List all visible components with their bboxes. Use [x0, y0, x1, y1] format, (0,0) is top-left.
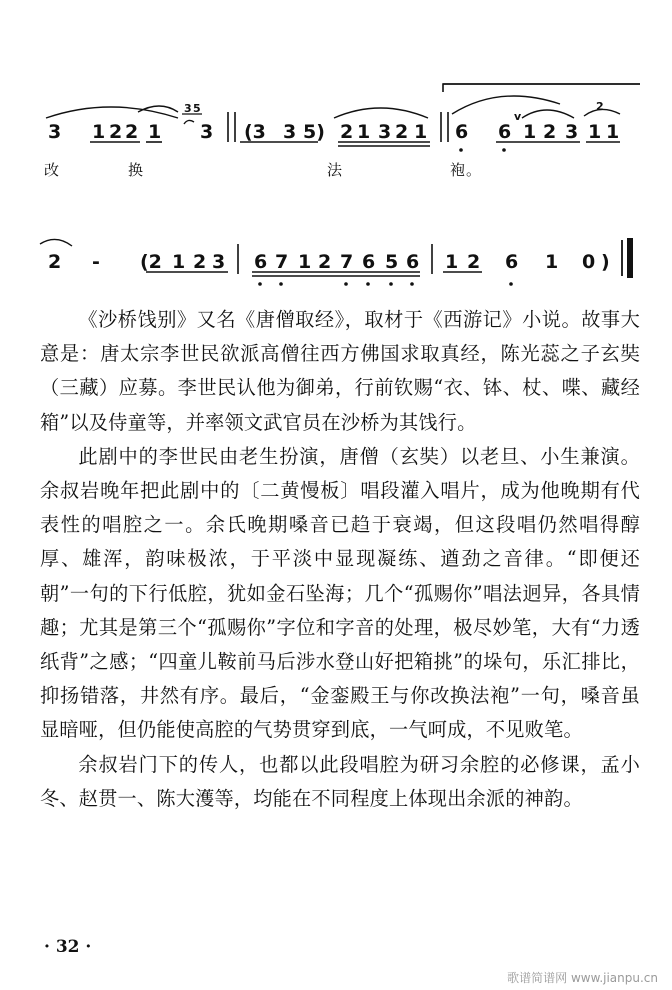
note: 3: [283, 121, 297, 143]
lyric: 改: [44, 161, 60, 179]
note: 1: [545, 251, 559, 273]
lyric: 换: [128, 161, 144, 179]
system-bracket: [443, 84, 640, 92]
note: 1: [148, 121, 162, 143]
note: 5): [303, 121, 325, 143]
note: 1: [172, 251, 186, 273]
final-barline: [622, 238, 633, 278]
note: 2: [48, 251, 62, 273]
note: 2: [193, 251, 207, 273]
octave-dots: [459, 148, 506, 152]
note: ): [601, 251, 610, 273]
note: 6: [498, 121, 512, 143]
lyric: 袍: [450, 161, 466, 179]
note: 1: [92, 121, 106, 143]
note: 6: [505, 251, 519, 273]
note: 3: [565, 121, 579, 143]
note: 1: [298, 251, 312, 273]
note: -: [92, 251, 100, 273]
note: 1: [606, 121, 620, 143]
note: 3: [48, 121, 62, 143]
note: 7: [340, 251, 354, 273]
paragraph: 余叔岩门下的传人，也都以此段唱腔为研习余腔的必修课，孟小冬、赵贯一、陈大濩等，均能在不同程度上体现出余派的神韵。: [40, 752, 640, 810]
score-svg: [0, 0, 672, 290]
paragraph: 《沙桥饯别》又名《唐僧取经》，取材于《西游记》小说。故事大意是：唐太宗李世民欲派高僧往西方佛国求取真经，陈光蕊之子玄奘（三藏）应募。李世民认他为御弟，行前钦赐“衣、钵、杖、喋、藏经箱”以及侍童等，并率领文武官员在沙桥为其饯行。: [40, 308, 640, 434]
note: 6: [455, 121, 469, 143]
note: 1: [414, 121, 428, 143]
note: 1: [445, 251, 459, 273]
note: 3: [200, 121, 214, 143]
score-row-1: [44, 84, 640, 179]
score-row-2: [40, 238, 633, 286]
note: 1: [357, 121, 371, 143]
note: 6: [254, 251, 268, 273]
note: 2: [318, 251, 332, 273]
note: 7: [275, 251, 289, 273]
note: (2: [140, 251, 162, 273]
slurs: [46, 96, 620, 124]
octave-dots: [258, 282, 513, 286]
commentary-text: [40, 303, 640, 816]
note: 2: [467, 251, 481, 273]
note: (3: [244, 121, 266, 143]
jianpu-score: [0, 0, 672, 290]
note: 2: [125, 121, 139, 143]
note: 2: [109, 121, 123, 143]
breath-mark: v: [514, 110, 522, 123]
note: 2: [395, 121, 409, 143]
grace-note: 5: [193, 102, 201, 115]
note: 0: [582, 251, 596, 273]
beams: [90, 114, 620, 146]
paragraph: 此剧中的李世民由老生扮演，唐僧（玄奘）以老旦、小生兼演。余叔岩晚年把此剧中的〔二黄慢板〕唱段灌入唱片，成为他晚期有代表性的唱腔之一。余氏晚期嗓音已趋于衰竭，但这段唱仍然唱得醇厚、雄浑，韵味极浓，于平淡中显现凝练、遒劲之音律。“即便还朝”一句的下行低腔，犹如金石坠海；几个“孤赐你”唱法迥异，各具情趣；尤其是第三个“孤赐你”字位和字音的处理，极尽妙笔，大有“力透纸背”之感；“四童儿鞍前马后涉水登山好把箱挑”的垛句，乐汇排比，抑扬错落，井然有序。最后，“金銮殿王与你改换法袍”一句，嗓音虽显暗哑，但仍能使高腔的气势贯穿到底，一气呵成，不见败笔。: [40, 444, 640, 742]
note: 6: [362, 251, 376, 273]
lyric: 法: [327, 161, 343, 179]
note: 3: [378, 121, 392, 143]
note: 5: [385, 251, 399, 273]
note: 2: [340, 121, 354, 143]
note: 3: [212, 251, 226, 273]
grace-note: 3: [184, 102, 192, 115]
note: 6: [406, 251, 420, 273]
note: 1: [523, 121, 537, 143]
watermark: 歌谱简谱网 www.jianpu.cn: [507, 971, 658, 985]
page-number: · 32 ·: [44, 937, 92, 957]
note: 2: [543, 121, 557, 143]
tie: [40, 239, 72, 246]
note: 1: [588, 121, 602, 143]
lyric: 。: [466, 161, 482, 179]
grace-note: 2: [596, 100, 604, 113]
